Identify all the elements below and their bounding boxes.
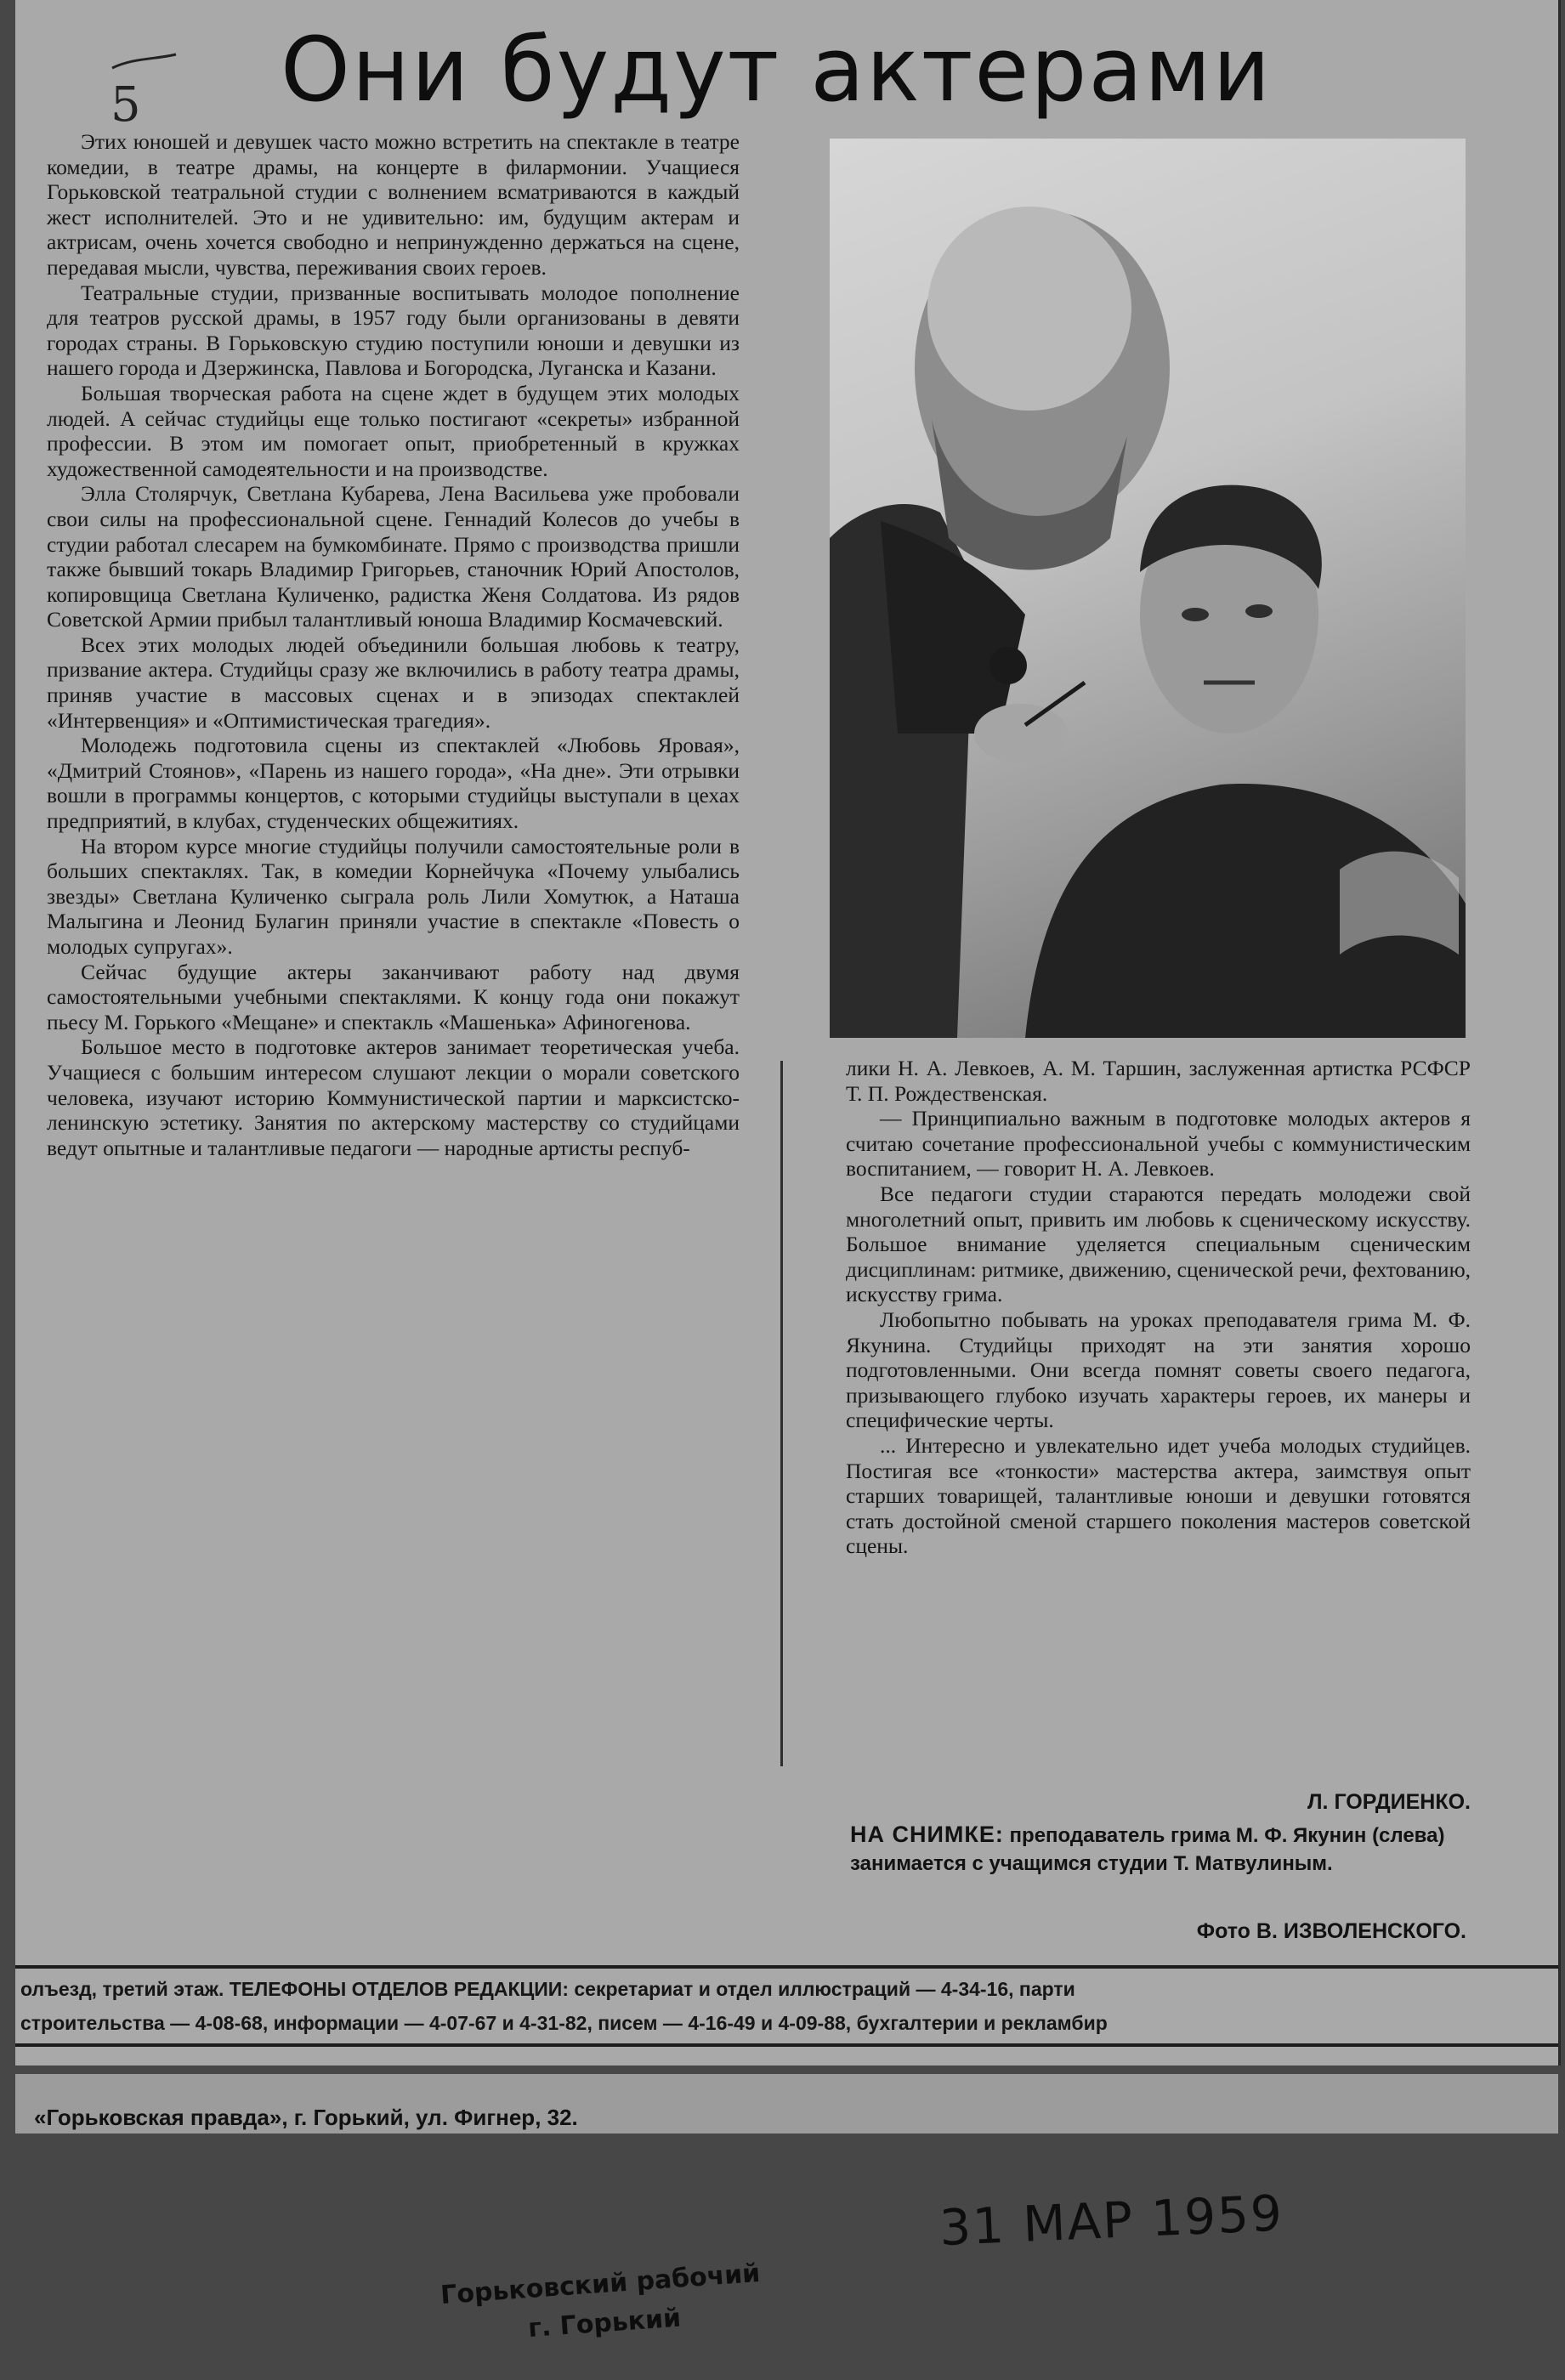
paragraph: Элла Столярчук, Светлана Кубарева, Лена Васильева уже пробовали свои силы на профессиональной сцене. Геннадий Колесов до учебы в студии работал слесарем на бумкомбинате. Прямо с производства пришли также бывший токарь Владимир Григорьев, станочник Юрий Апостолов, копировщица Светлана Куличенко, радистка Женя Солдатова. Из рядов Советской Армии прибыл талантливый юноша Владимир Космачевский.	[47, 481, 740, 632]
footer-rule-top	[15, 1965, 1558, 1969]
paragraph: На втором курсе многие студийцы получили самостоятельные роли в больших спектаклях. Так, в комедии Корнейчука «Почему улыбались звезды» Светлана Куличенко сыграла роль Лили Хомутюк, а Наташа Малыгина и Леонид Булагин приняли участие в спектакле «Повесть о молодых супругах».	[47, 833, 740, 959]
article-photo	[830, 139, 1466, 1038]
paragraph: Большое место в подготовке актеров занимает теоретическая учеба. Учащиеся с большим интересом слушают лекции о морали советского человека, изучают историю Коммунистической партии и марксистско-ленинскую эстетику. Занятия по актерскому мастерству со студийцами ведут опытные и талантливые педагоги — народные артисты респуб-	[47, 1034, 740, 1160]
paragraph: Все педагоги студии стараются передать молодежи свой многолетний опыт, привить им любовь к сценическому искусству. Большое внимание уделяется специальным сценическим дисциплинам: ритмике, движению, сценической речи, фехтованию, искусству грима.	[846, 1181, 1471, 1307]
article-left-column	[47, 129, 740, 1160]
paragraph: Сейчас будущие актеры заканчивают работу над двумя самостоятельными учебными спектаклями. К концу года они покажут пьесу М. Горького «Мещане» и спектакль «Машенька» Афиногенова.	[47, 959, 740, 1034]
publisher-address: «Горьковская правда», г. Горький, ул. Фигнер, 32.	[34, 2105, 578, 2130]
paragraph: Большая творческая работа на сцене ждет в будущем этих молодых людей. А сейчас студийцы еще только постигают «секреты» избранной профессии. В этом им помогает опыт, приобретенный в кружках художественной самодеятельности и на производстве.	[47, 380, 740, 481]
caption-text: преподаватель грима М. Ф. Якунин (слева) занимается с учащимся студии Т. Матвулиным.	[850, 1824, 1445, 1875]
column-divider	[780, 1061, 783, 1766]
article-right-column	[846, 1056, 1471, 1559]
paragraph: Молодежь подготовила сцены из спектаклей «Любовь Яровая», «Дмитрий Стоянов», «Парень из нашего города», «На дне». Эти отрывки вошли в программы концертов, с которыми студийцы выступали в цехах предприятий, в клубах, студенческих общежитиях.	[47, 733, 740, 834]
paragraph: ... Интересно и увлекательно идет учеба молодых студийцев. Постигая все «тонкости» мастерства актера, заимствуя опыт старших товарищей, талантливые юноши и девушки готовятся стать достойной сменой старшего поколения мастеров советской сцены.	[846, 1432, 1471, 1559]
source-stamp-newspaper: Горьковский рабочий	[439, 2258, 762, 2311]
footer-phones-line-2: строительства — 4-08-68, информации — 4-07-67 и 4-31-82, писем — 4-16-49 и 4-09-88, бухгалтерии и рекламбир	[20, 2012, 1108, 2034]
paragraph: Любопытно побывать на уроках преподавателя грима М. Ф. Якунина. Студийцы приходят на эти занятия хорошо подготовленными. Они всегда помнят советы своего педагога, призывающего глубоко изучать характеры героев, их манеры и специфические черты.	[846, 1306, 1471, 1433]
article-headline: Они будут актерами	[281, 18, 1273, 122]
footer-rule-bottom	[15, 2043, 1558, 2047]
paragraph: Этих юношей и девушек часто можно встретить на спектакле в театре комедии, в театре драмы, на концерте в филармонии. Учащиеся Горьковской театральной студии с волнением всматриваются в каждый жест исполнителей. Это и не удивительно: им, будущим актерам и актрисам, очень хочется свободно и непринужденно держаться на сцене, передавая мысли, чувства, переживания своих героев.	[47, 129, 740, 280]
date-stamp: 31 МАР 1959	[938, 2184, 1285, 2258]
footer-phones-line-1: олъезд, третий этаж. ТЕЛЕФОНЫ ОТДЕЛОВ РЕДАКЦИИ: секретариат и отдел иллюстраций — 4-34-16, парти	[20, 1978, 1075, 2000]
photo-credit: Фото В. ИЗВОЛЕНСКОГО.	[1196, 1919, 1466, 1943]
author-signature: Л. ГОРДИЕНКО.	[1307, 1790, 1471, 1814]
source-stamp-city: г. Горький	[527, 2303, 683, 2344]
paragraph: — Принципиально важным в подготовке молодых актеров я считаю сочетание профессиональной учебы с коммунистическим воспитанием, — говорит Н. А. Левкоев.	[846, 1106, 1471, 1182]
paragraph: лики Н. А. Левкоев, А. М. Таршин, заслуженная артистка РСФСР Т. П. Рождественская.	[846, 1056, 1471, 1106]
photo-caption	[850, 1821, 1475, 1878]
paragraph: Театральные студии, призванные воспитывать молодое пополнение для театров русской драмы, в 1957 году были организованы в девяти городах страны. В Горьковскую студию поступили юноши и девушки из нашего города и Дзержинска, Павлова и Богородска, Луганска и Казани.	[47, 280, 740, 381]
archive-mark-number: 5	[111, 77, 141, 133]
archive-pencil-mark	[95, 51, 180, 136]
caption-lead: НА СНИМКЕ:	[850, 1822, 1004, 1847]
paragraph: Всех этих молодых людей объединили большая любовь к театру, призвание актера. Студийцы сразу же включились в работу театра драмы, приняв участие в массовых сценах и в эпизодах спектаклей «Интервенция» и «Оптимистическая трагедия».	[47, 632, 740, 733]
